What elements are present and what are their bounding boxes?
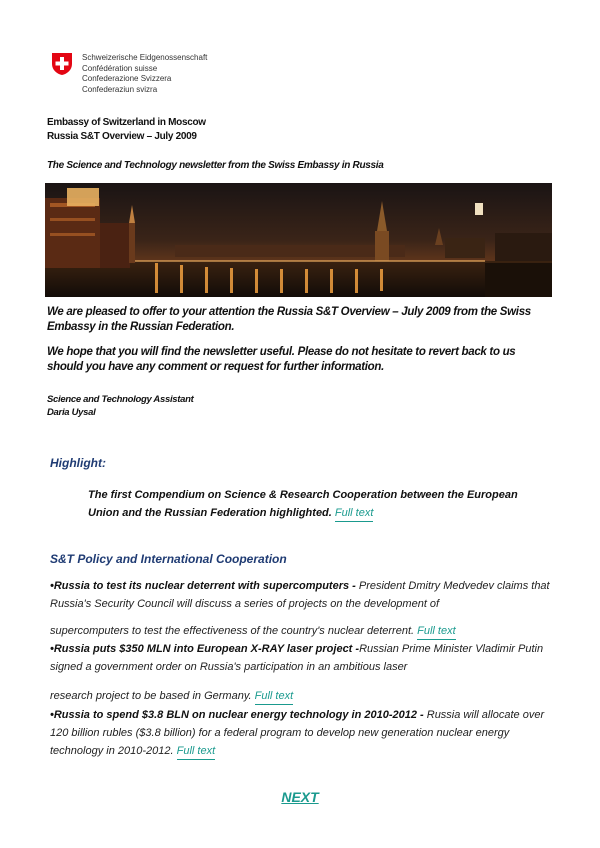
news-body: Russian Prime Minister Vladimir Putin signed a government order on Russia's participation in an ambitious laser — [50, 643, 544, 673]
news-full-text-link[interactable]: Full text — [177, 745, 216, 760]
news-body: President Dmitry Medvedev claims that Russia's Security Council will discuss a series of projects on the development of — [50, 580, 550, 610]
embassy-heading — [47, 116, 206, 144]
news-item-supercomputers-cont — [50, 622, 555, 640]
news-item-xray-laser — [50, 640, 555, 676]
intro-paragraph-1: We are pleased to offer to your attention the Russia S&T Overview – July 2009 from the Swiss Embassy in the Russian Federation. — [47, 306, 531, 333]
news-headline: •Russia puts $350 MLN into European X-RAY laser project - — [50, 643, 360, 655]
news-item-nuclear-energy — [50, 706, 555, 760]
highlight-full-text-link[interactable]: Full text — [335, 507, 374, 522]
news-item-supercomputers — [50, 577, 555, 613]
next-link[interactable]: NEXT — [281, 789, 319, 805]
agency-line-de: Schweizerische Eidgenossenschaft — [82, 53, 208, 62]
news-body-cont: supercomputers to test the effectiveness of the country's nuclear deterrent. — [50, 625, 415, 637]
news-item-xray-laser-cont — [50, 687, 555, 705]
agency-line-fr: Confédération suisse — [82, 63, 158, 73]
policy-section-title: S&T Policy and International Cooperation — [50, 552, 287, 566]
highlight-text: The first Compendium on Science & Research Cooperation between the European Union and the Russian Federation highlighted. — [88, 489, 518, 519]
highlight-item — [88, 486, 528, 522]
news-full-text-link[interactable]: Full text — [417, 625, 456, 640]
news-full-text-link[interactable]: Full text — [255, 690, 294, 705]
newsletter-tagline: The Science and Technology newsletter from the Swiss Embassy in Russia — [47, 160, 384, 171]
signature-name: Daria Uysal — [47, 407, 96, 418]
intro-paragraph-2: We hope that you will find the newsletter useful. Please do not hesitate to revert back to us should you have any comment or request for further information. — [47, 346, 516, 373]
news-headline: •Russia to test its nuclear deterrent with supercomputers - — [50, 580, 359, 592]
agency-line-rm: Confederaziun svizra — [82, 84, 158, 94]
embassy-name: Embassy of Switzerland in Moscow — [47, 117, 206, 128]
highlight-title: Highlight: — [50, 456, 106, 470]
moscow-night-banner — [45, 183, 552, 297]
news-headline: •Russia to spend $3.8 BLN on nuclear energy technology in 2010-2012 - — [50, 709, 427, 721]
news-body: Russia will allocate over 120 billion rubles ($3.8 billion) for a federal program to develop new generation nuclear energy technology in 2010-2012. — [50, 709, 545, 757]
overview-title: Russia S&T Overview – July 2009 — [47, 131, 197, 142]
swiss-cross-shield-icon — [50, 52, 74, 76]
next-nav — [0, 789, 600, 805]
agency-line-it: Confederazione Svizzera — [82, 74, 172, 83]
news-body-cont: research project to be based in Germany. — [50, 690, 252, 702]
intro-text — [47, 305, 547, 385]
signature — [47, 393, 194, 419]
federal-agency-lines — [82, 53, 207, 95]
signature-role: Science and Technology Assistant — [47, 394, 194, 405]
